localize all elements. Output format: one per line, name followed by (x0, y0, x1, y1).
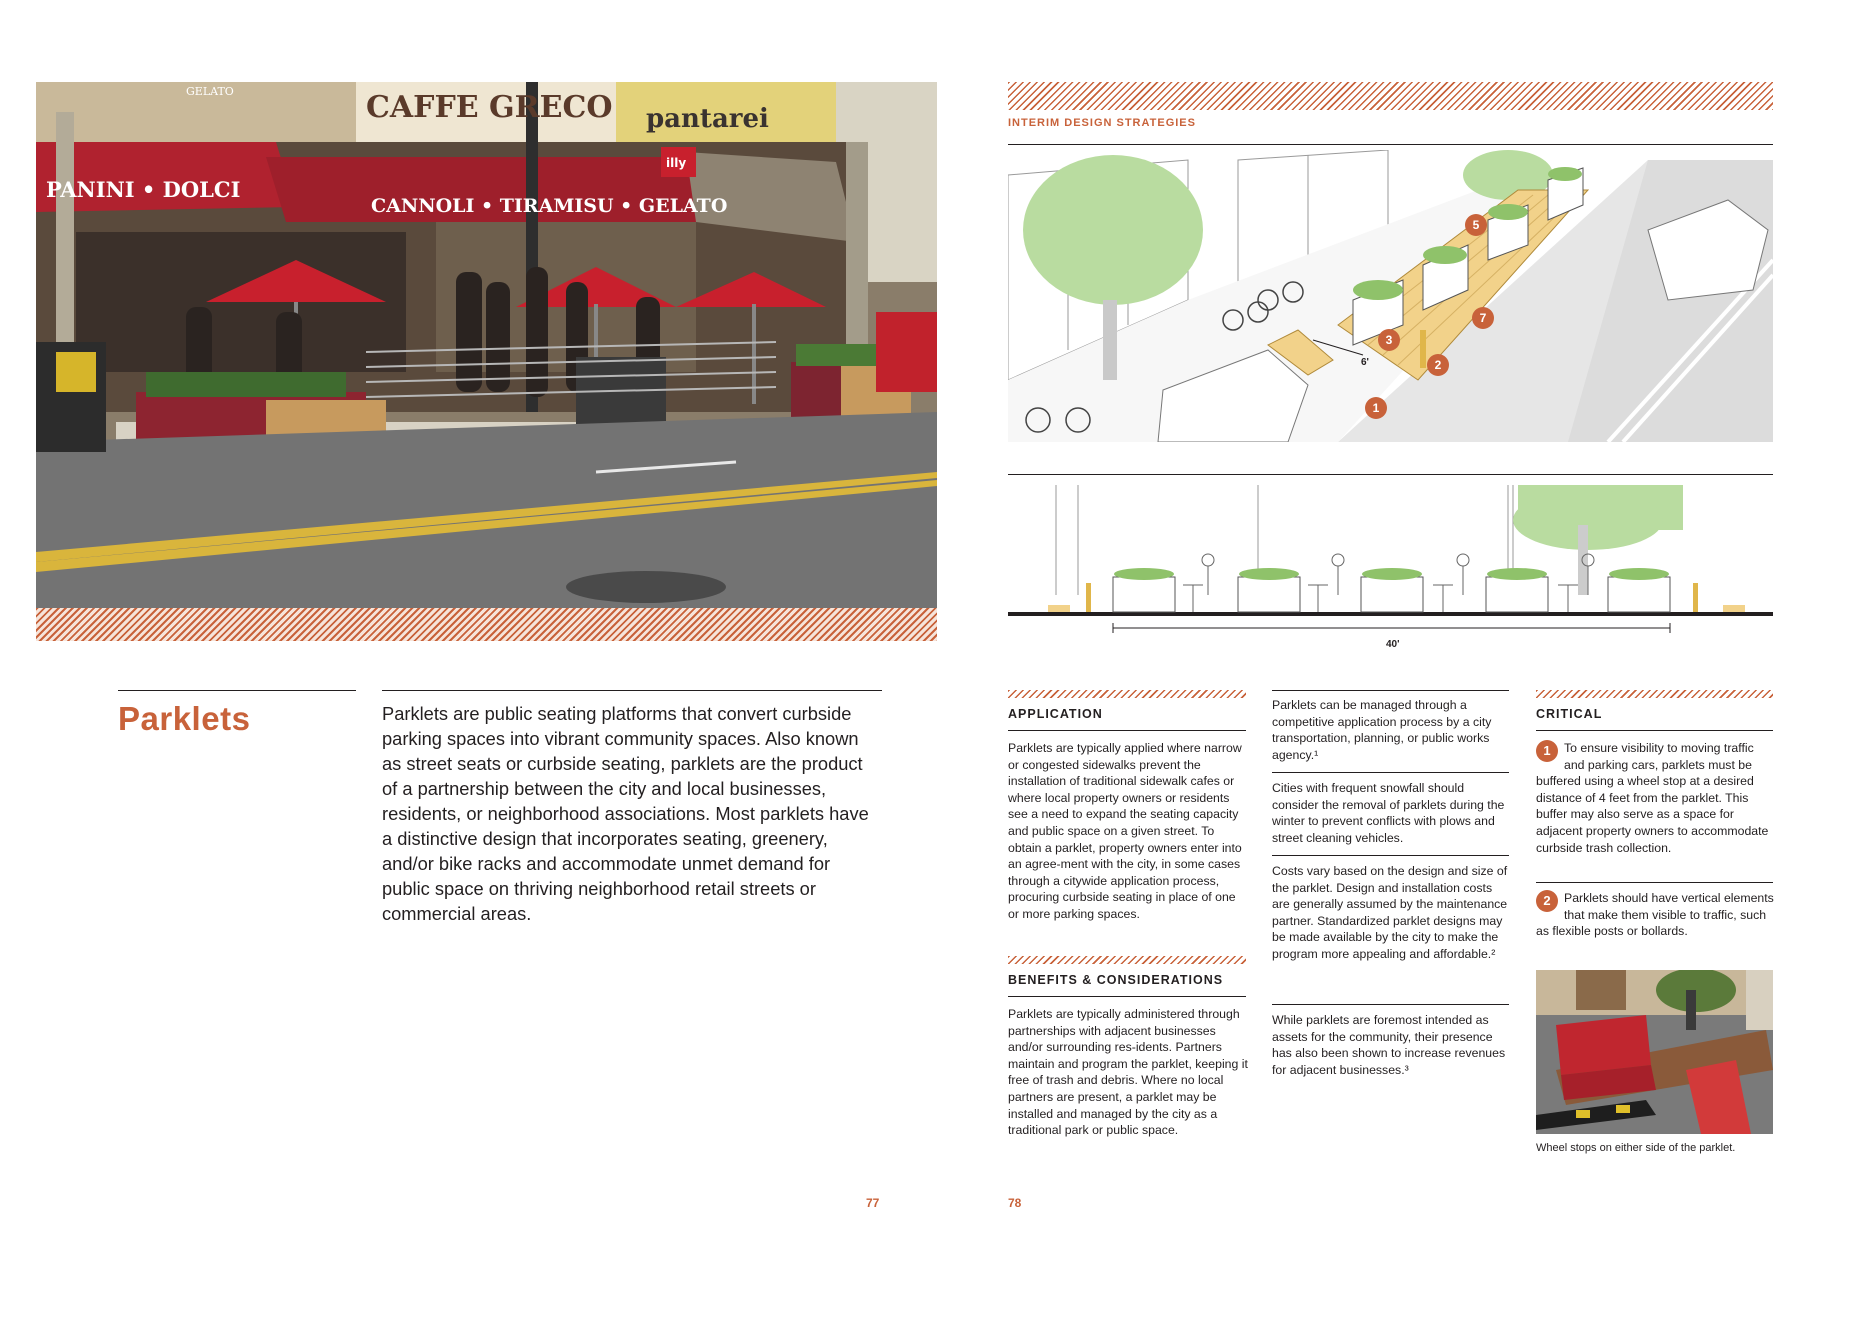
critical-item-1-text: To ensure visibility to moving traffic and parking cars, parklets must be buffered using a wheel stop at a desired distance of 4 feet from the parklet. This buffer may also serve as a space for adjacent property owners to accommodate curbside trash collection. (1536, 741, 1769, 855)
page-number-right: 78 (1008, 1196, 1022, 1210)
critical-rule-2 (1536, 882, 1773, 883)
callout-1: 1 (1372, 401, 1380, 415)
photo-caption: Wheel stops on either side of the parklet. (1536, 1142, 1736, 1154)
critical-rule (1536, 730, 1773, 731)
section-label: INTERIM DESIGN STRATEGIES (1008, 117, 1196, 129)
sign-gelato: GELATO (186, 85, 234, 98)
intro-paragraph: Parklets are public seating platforms that convert curbside parking spaces into vibrant community spaces. Also known as street seats or curbside seating, parklets are the product of a partnership between the city and local businesses, residents, or neighborhood associations. Most parklets have a distinctive design that incorporates seating, greenery, and/or bike racks and accommodate unmet demand for public space on thriving neighborhood retail streets or commercial areas. (382, 703, 869, 924)
diagram-top-rule (1008, 144, 1773, 145)
benefits-heading: BENEFITS & CONSIDERATIONS (1008, 973, 1224, 987)
parklet-photo (36, 82, 937, 608)
critical-item-2-text: Parklets should have vertical elements that make them visible to traffic, such as flexible posts or bollards. (1536, 891, 1774, 939)
critical-item-2 (1536, 890, 1774, 940)
col2-rule-2 (1272, 772, 1509, 773)
application-rule (1008, 730, 1246, 731)
benefits-hatch (1008, 956, 1246, 964)
application-text: Parklets are typically applied where narrow or congested sidewalks prevent the installation of traditional sidewalk cafes or where local property owners or residents see a need to expand the seating capacity and public space on a given street. To obtain a parklet, property owners enter into an agree-ment with the city, in some cases through a citywide application process, procuring curbside seating in place of one or more parking spaces. (1008, 741, 1242, 921)
sign-pantarei: pantarei (646, 104, 769, 134)
page-number-left: 77 (866, 1196, 880, 1210)
management-text: Parklets can be managed through a competitive application process by a city transportation, planning, or public works agency.¹ (1272, 698, 1492, 762)
critical-badge-2: 2 (1536, 890, 1558, 912)
critical-heading: CRITICAL (1536, 707, 1603, 721)
parklet-elevation-diagram (1008, 485, 1773, 655)
snowfall-text: Cities with frequent snowfall should consider the removal of parklets during the winter to prevent conflicts with plows and street cleaning vehicles. (1272, 781, 1505, 845)
wheel-stop-photo (1536, 970, 1773, 1134)
callout-5: 5 (1472, 218, 1480, 232)
critical-item-1 (1536, 740, 1774, 856)
benefits-rule (1008, 996, 1246, 997)
col2-rule-4 (1272, 1004, 1509, 1005)
revenue-text: While parklets are foremost intended as assets for the community, their presence has also been shown to increase revenues for adjacent businesses.³ (1272, 1013, 1506, 1077)
page-title: Parklets (118, 700, 251, 737)
col2-top-rule (1272, 690, 1509, 691)
photo-hatch-band (36, 608, 937, 641)
sign-illy: illy (666, 156, 687, 170)
col1-hatch (1008, 690, 1246, 698)
costs-text: Costs vary based on the design and size of the parklet. Design and installation costs are generally assumed by the maintenance partner. Standardized parklet designs may be made available by the city to make the program more appealing and affordable.² (1272, 864, 1508, 961)
awning-right-text: CANNOLI • TIRAMISU • GELATO (371, 195, 728, 217)
diagram-dim-length: 40' (1386, 639, 1400, 650)
elevation-top-rule (1008, 474, 1773, 475)
title-rule (118, 690, 356, 691)
sign-caffe: CAFFE GRECO (366, 90, 613, 125)
col2-rule-3 (1272, 855, 1509, 856)
callout-7: 7 (1479, 311, 1487, 325)
parklet-axonometric-diagram (1008, 150, 1773, 442)
diagram-dim-width: 6' (1361, 357, 1369, 368)
callout-3: 3 (1385, 333, 1393, 347)
header-hatch-band (1008, 82, 1773, 110)
application-heading: APPLICATION (1008, 707, 1103, 721)
critical-badge-1: 1 (1536, 740, 1558, 762)
benefits-text: Parklets are typically administered through partnerships with adjacent businesses and/or surrounding res-idents. Partners maintain and program the parklet, keeping it free of trash and debris. Where no local partners are present, a parklet may be installed and managed by the city as a traditional park or public space. (1008, 1007, 1248, 1138)
intro-rule (382, 690, 882, 691)
callout-2: 2 (1434, 358, 1442, 372)
critical-hatch (1536, 690, 1773, 698)
awning-left-text: PANINI • DOLCI (46, 177, 241, 202)
